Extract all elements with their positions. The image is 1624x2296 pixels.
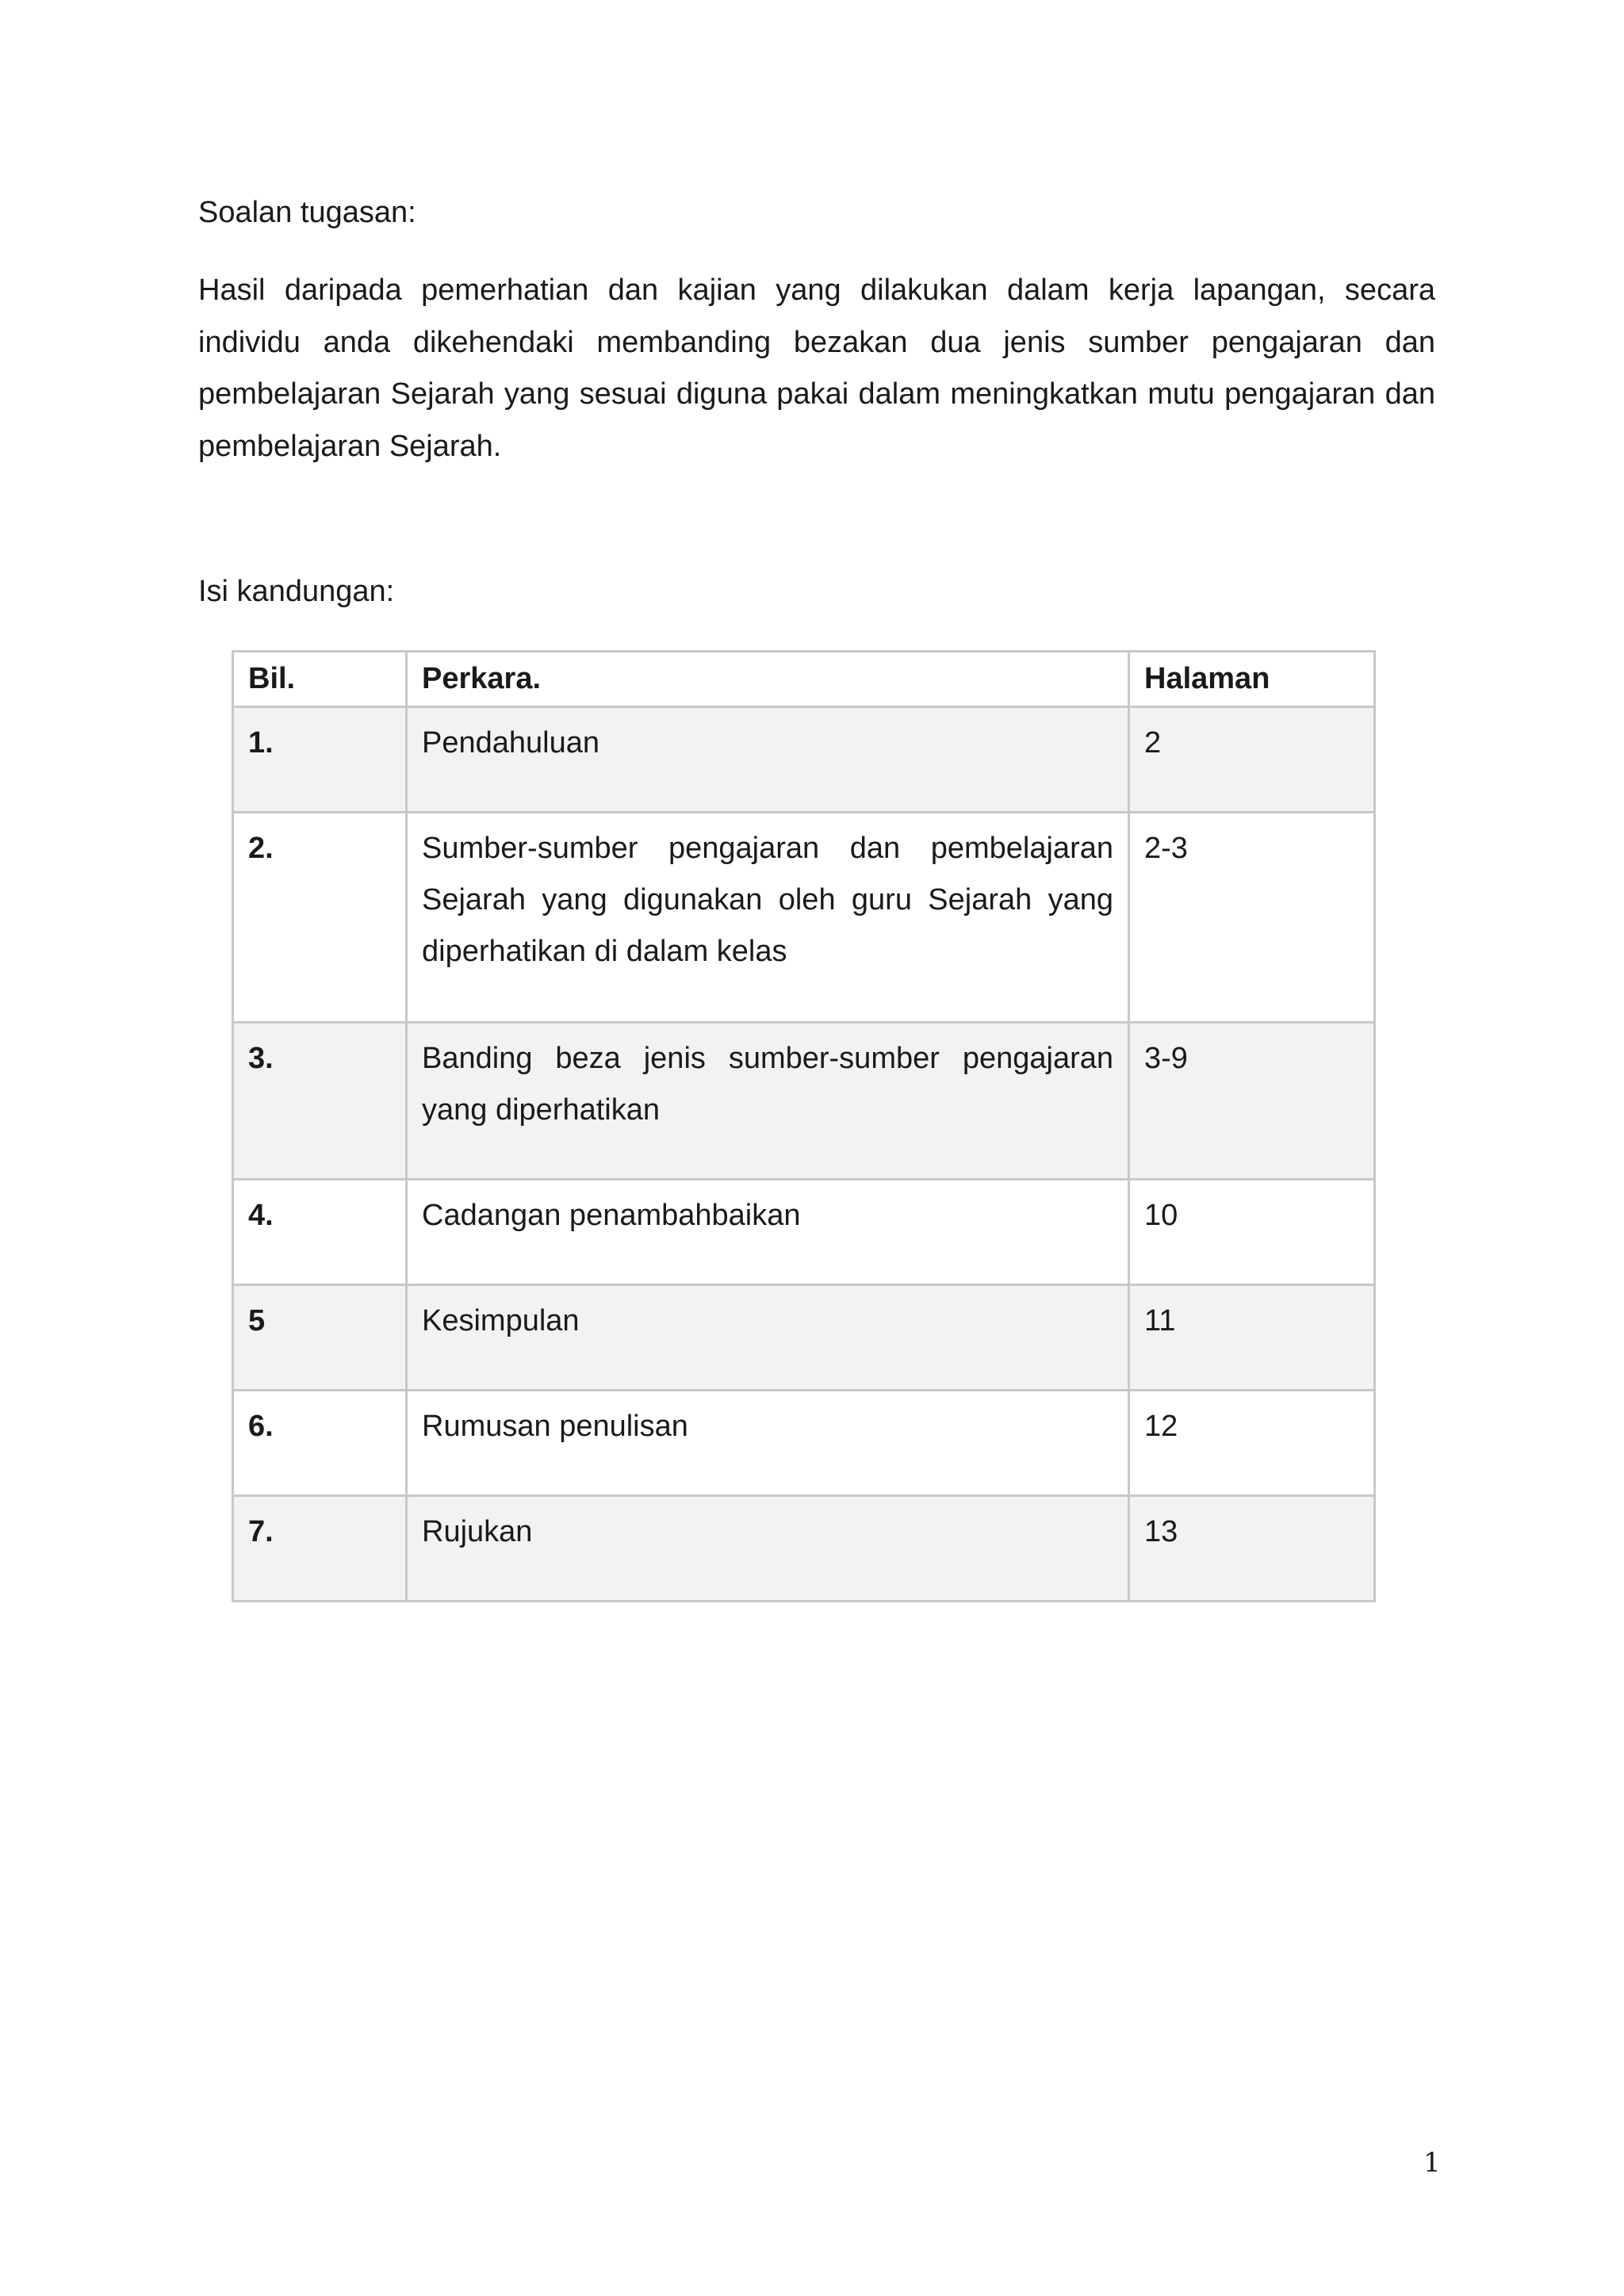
row-page: 10 (1129, 1180, 1375, 1285)
row-number: 4. (233, 1180, 407, 1285)
table-row (233, 1391, 1375, 1496)
table-header-row (233, 652, 1375, 707)
row-page: 2 (1129, 707, 1375, 813)
row-item: Sumber-sumber pengajaran dan pembelajaran Sejarah yang digunakan oleh guru Sejarah yang diperhatikan di dalam kelas (407, 813, 1129, 1023)
contents-table (232, 650, 1376, 1602)
row-item: Pendahuluan (407, 707, 1129, 813)
row-item: Rujukan (407, 1496, 1129, 1601)
question-heading: Soalan tugasan: (198, 196, 416, 229)
header-halaman: Halaman (1129, 652, 1375, 707)
row-number: 3. (233, 1023, 407, 1180)
table-row (233, 707, 1375, 813)
table-row (233, 1023, 1375, 1180)
row-item: Rumusan penulisan (407, 1391, 1129, 1496)
table-row (233, 1285, 1375, 1391)
row-page: 12 (1129, 1391, 1375, 1496)
table-row (233, 1496, 1375, 1601)
row-number: 1. (233, 707, 407, 813)
row-page: 13 (1129, 1496, 1375, 1601)
row-number: 6. (233, 1391, 407, 1496)
row-page: 11 (1129, 1285, 1375, 1391)
row-item: Banding beza jenis sumber-sumber pengajaran yang diperhatikan (407, 1023, 1129, 1180)
row-item: Kesimpulan (407, 1285, 1129, 1391)
header-bil: Bil. (233, 652, 407, 707)
page-number: 1 (1423, 2147, 1441, 2179)
question-text: Hasil daripada pemerhatian dan kajian yang dilakukan dalam kerja lapangan, secara individu anda dikehendaki membanding bezakan dua jenis sumber pengajaran dan pembelajaran Sejarah yang sesuai diguna pakai dalam meningkatkan mutu pengajaran dan pembelajaran Sejarah. (198, 274, 1435, 463)
row-number: 2. (233, 813, 407, 1023)
row-number: 5 (233, 1285, 407, 1391)
row-page: 3-9 (1129, 1023, 1375, 1180)
header-perkara: Perkara. (407, 652, 1129, 707)
table-row (233, 813, 1375, 1023)
row-number: 7. (233, 1496, 407, 1601)
table-row (233, 1180, 1375, 1285)
row-page: 2-3 (1129, 813, 1375, 1023)
contents-heading: Isi kandungan: (198, 575, 395, 608)
row-item: Cadangan penambahbaikan (407, 1180, 1129, 1285)
